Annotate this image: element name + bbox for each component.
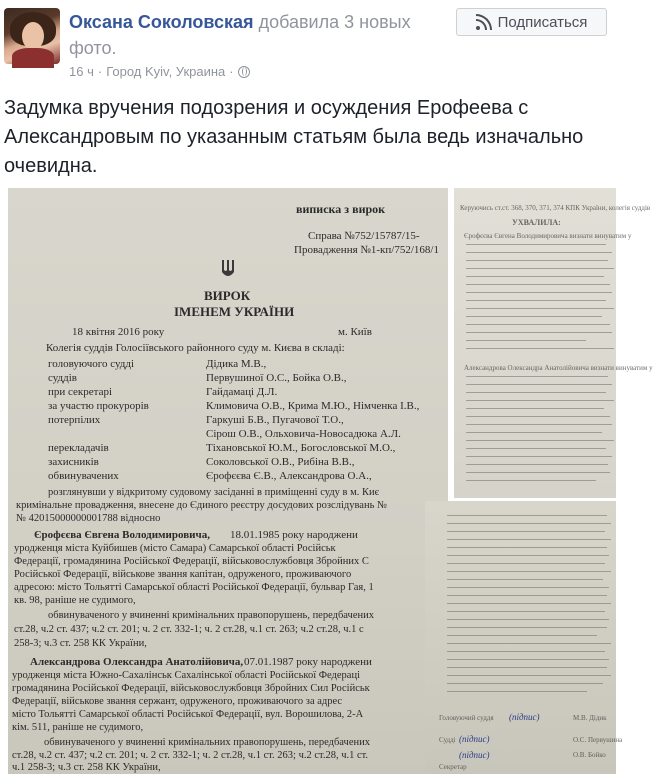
post-time[interactable]: 16 ч — [69, 64, 94, 79]
post-meta — [69, 64, 250, 79]
doc3-signature: (підпис) — [459, 750, 490, 760]
follow-button-label: Подписаться — [497, 13, 588, 31]
globe-icon[interactable] — [238, 66, 250, 78]
doc-row-label: головуючого судді — [48, 358, 135, 370]
photo-grid — [0, 188, 653, 774]
rss-icon — [476, 14, 492, 30]
doc-person2-line: громадянина Російської Федерації, військовослужбовця Збройних Сил Російськ — [12, 683, 370, 694]
doc-person2-line: ст.28, ч.2 ст. 437; ч.2 ст. 201; ч. 2 ст. 332-1; ч. 2 ст.28, ч.1 ст. 263; ч.2 ст.28, ч.1 ст. — [12, 750, 369, 761]
trident-emblem-icon — [220, 258, 236, 280]
doc3-sign-name: О.С. Первушина — [573, 736, 623, 744]
doc-person2-birth: 07.01.1987 року народжени — [244, 656, 372, 668]
post-text: Задумка вручения подозрения и осуждения Ерофеева с Александровым по указанным статьям была ведь изначально очевидна. — [4, 97, 584, 177]
doc-row-value: Дідика М.В., — [206, 358, 267, 370]
doc-title-name-of-ukraine: ІМЕНЕМ УКРАЇНИ — [174, 304, 295, 319]
post-headline — [69, 9, 449, 61]
doc2-line: Александрова Олександра Анатолійовича визнати винуватим у — [464, 364, 653, 372]
doc-paragraph-line: № 42015000000001788 відносно — [16, 513, 161, 524]
doc-person1-name: Єрофєєва Євгена Володимировича, — [34, 529, 210, 541]
doc3-sign-name: М.В. Дідик — [573, 714, 607, 722]
doc-row-label: потерпілих — [48, 414, 101, 426]
follow-button[interactable] — [456, 8, 607, 36]
doc3-sign-label: Головуючий суддя — [439, 714, 494, 722]
doc-person1-line: обвинуваченого у вчиненні кримінальних правопорушень, передбачених — [48, 610, 374, 621]
doc-proceeding-number: Провадження №1-кп/752/168/1 — [294, 244, 439, 256]
doc-title-verdict: ВИРОК — [204, 288, 251, 303]
photo-main[interactable] — [8, 188, 448, 774]
doc-person2-line: уродженця міста Южно-Сахалінськ Сахалінської області Російської Федераці — [12, 670, 361, 681]
doc3-sign-name: О.В. Бойко — [573, 751, 606, 759]
doc-row-value: Гайдамаці Д.Л. — [206, 386, 278, 398]
photo-side-top[interactable] — [454, 188, 653, 498]
doc-row-label: перекладачів — [48, 442, 109, 454]
author-avatar[interactable] — [4, 8, 60, 64]
doc-row-value: Климовича О.В., Крима М.Ю., Німченка І.В., — [206, 400, 420, 412]
doc3-sign-label: Судді — [439, 736, 456, 744]
doc-board: Колегія суддів Голосіївського районного суду м. Києва в складі: — [46, 342, 345, 354]
doc-row-value: Сірош О.В., Ольховича-Новосадюка А.Л. — [206, 428, 401, 440]
doc2-heading: УХВАЛИЛА: — [512, 218, 561, 227]
doc-person2-line: обвинуваченого у вчиненні кримінальних правопорушень, передбачених — [44, 737, 370, 748]
doc-person2-name: Александрова Олександра Анатолійовича, — [30, 656, 244, 668]
doc-date: 18 квітня 2016 року — [72, 326, 165, 338]
doc-person2-line: кім. 511, раніше не судимого, — [12, 722, 144, 733]
doc-person1-birth: 18.01.1985 року народжени — [230, 529, 358, 541]
doc-city: м. Київ — [338, 326, 372, 338]
doc-paragraph-line: розглянувши у відкритому судовому засіданні в приміщенні суду в м. Киє — [48, 487, 380, 498]
doc-person1-line: 258-3; ч.3 ст. 258 КК України, — [14, 638, 147, 649]
doc-row-value: Єрофєєва Є.В., Александрова О.А., — [206, 470, 372, 482]
doc-person1-line: кв. 98, раніше не судимого, — [14, 595, 136, 606]
doc-person1-line: адресою: місто Тольятті Самарської області Російської Федерації, бульвар Гая, 1 — [14, 582, 374, 593]
doc-person2-line: Федерації, військове звання сержант, одруженого, проживаючого за адрес — [12, 696, 343, 707]
doc2-top-line: Керуючись ст.ст. 368, 370, 371, 374 КПК України, колегія суддів — [460, 204, 651, 212]
photo-side-bottom[interactable] — [425, 501, 623, 774]
doc-row-label: суддів — [48, 372, 77, 384]
post-location[interactable]: Город Kyiv, Украина — [106, 64, 226, 79]
doc-row-label: при секретарі — [48, 386, 113, 398]
doc-person1-line: уродженця міста Куйбишев (місто Самара) Самарської області Російськ — [14, 543, 336, 554]
doc-row-label: обвинувачених — [48, 470, 119, 482]
author-name-link[interactable]: Оксана Соколовская — [69, 12, 254, 32]
doc3-sign-label: Секретар — [439, 763, 467, 771]
avatar-face — [22, 22, 44, 50]
avatar-shirt — [12, 48, 54, 68]
doc-case-number: Справа №752/15787/15- — [308, 230, 420, 242]
doc-person2-line: ч.1 258-3; ч.3 ст. 258 КК України, — [12, 762, 161, 773]
doc-row-value: Гаркуші Б.В., Пугачової Т.О., — [206, 414, 344, 426]
doc-person1-line: Федерації, громадянина Російської Федерації, військовослужбовця Збройних С — [14, 556, 369, 567]
doc-paragraph-line: кримінальне провадження, внесене до Єдиного реєстру досудових розслідувань № — [16, 500, 388, 511]
doc3-signature: (підпис) — [509, 712, 540, 722]
doc-row-label: захисників — [48, 456, 99, 468]
doc-header-right: виписка з вирок — [296, 202, 386, 216]
doc-row-value: Первушиної О.С., Бойка О.В., — [206, 372, 347, 384]
post-action-text: добавила 3 новых фото. — [69, 12, 411, 58]
doc-person1-line: ст.28, ч.2 ст. 437; ч.2 ст. 201; ч. 2 ст. 332-1; ч. 2 ст.28, ч.1 ст. 263; ч.2 ст.28, ч.1 с — [14, 624, 364, 635]
doc-person2-line: місто Тольятті Самарської області Російської Федерації, вул. Ворошилова, 2-А — [12, 709, 364, 720]
doc-person1-line: Російської Федерації, військове звання капітан, одруженого, проживаючого — [14, 569, 352, 580]
meta-separator: · — [97, 64, 103, 79]
post-header — [0, 0, 616, 92]
doc-row-value: Тіхановської Ю.М., Богословської М.О., — [206, 442, 396, 454]
meta-separator-2: · — [229, 64, 234, 79]
doc-row-value: Соколовської О.В., Рибіна В.В., — [206, 456, 355, 468]
doc-row-label: за участю прокурорів — [48, 400, 149, 412]
doc2-line: Єрофєєва Євгена Володимировича визнати винуватим у — [464, 232, 632, 240]
doc3-signature: (підпис) — [459, 734, 490, 744]
